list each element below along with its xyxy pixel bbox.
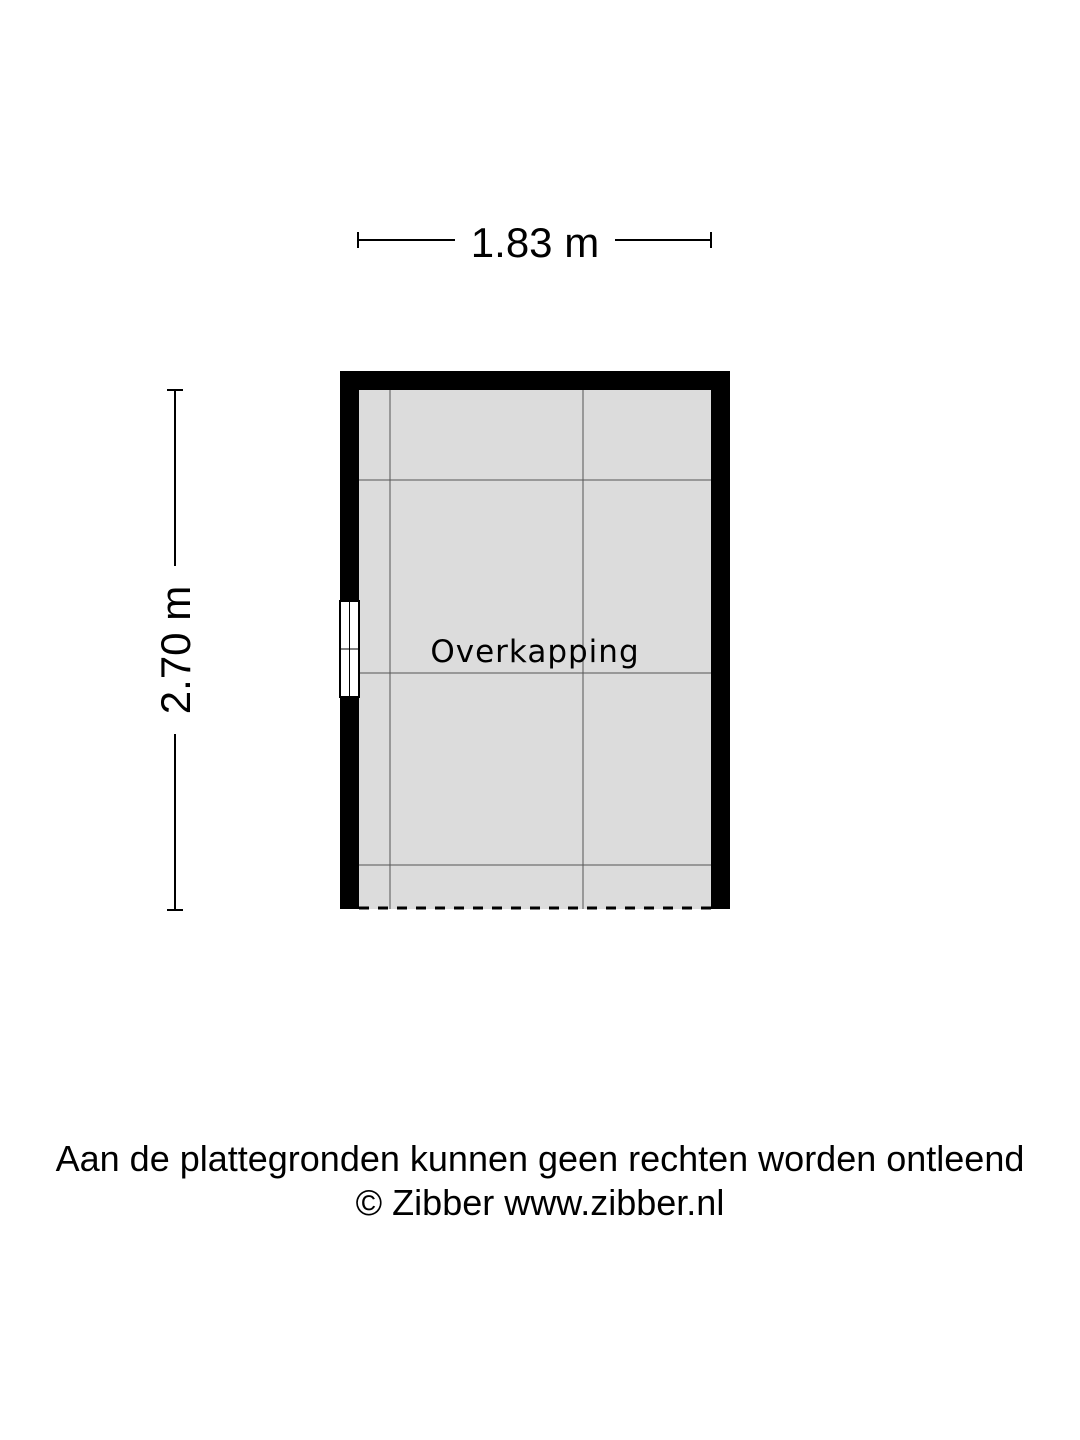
width-dimension-label: 1.83 m — [470, 219, 600, 266]
window — [340, 601, 359, 697]
wall-right — [711, 371, 730, 909]
wall-left-lower — [340, 697, 359, 909]
disclaimer-text: Aan de plattegronden kunnen geen rechten worden ontleend — [55, 1138, 1025, 1179]
copyright-text: © Zibber www.zibber.nl — [355, 1182, 725, 1223]
wall-left-upper — [340, 371, 359, 601]
height-dimension — [152, 390, 199, 910]
room-overkapping — [340, 371, 730, 909]
wall-top — [340, 371, 730, 390]
room-name-label: Overkapping — [430, 634, 640, 670]
height-dimension-label: 2.70 m — [152, 585, 199, 715]
width-dimension — [358, 219, 711, 266]
